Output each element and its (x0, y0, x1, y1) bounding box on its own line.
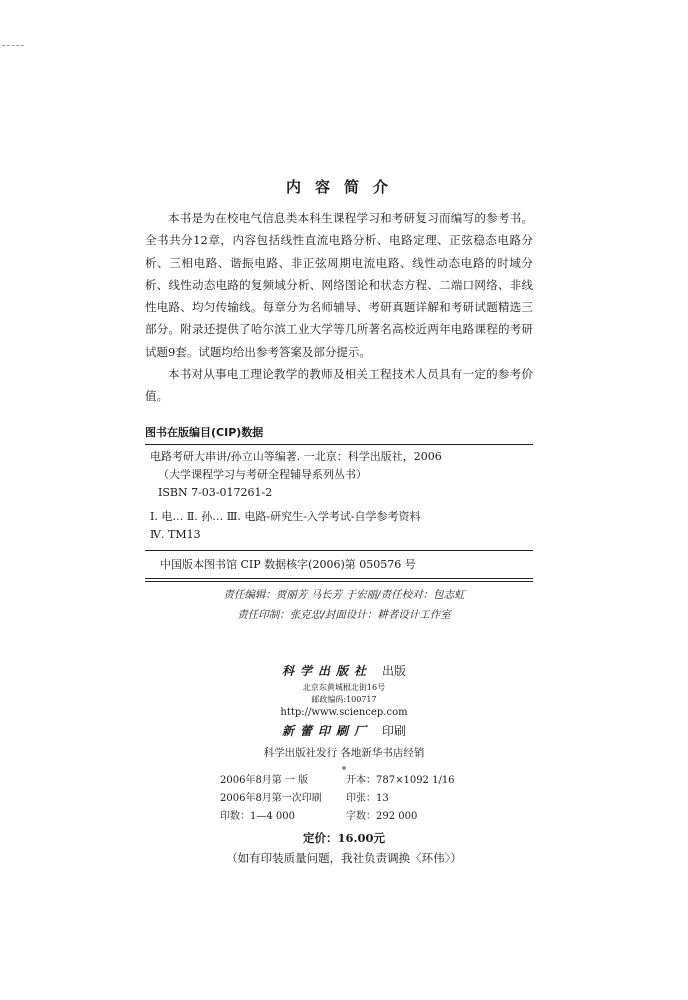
publisher-suffix: 出版 (382, 664, 407, 678)
cip-top-rule (145, 444, 533, 445)
print-run-info: 印数：1—4 000 (220, 811, 295, 822)
cip-isbn: ISBN 7-03-017261-2 (158, 486, 273, 499)
specs-row (220, 772, 480, 790)
publisher-name: 科学出版社 (281, 664, 372, 678)
price: 定价：16.00元 (302, 831, 385, 845)
cip-series-line: （大学课程学习与考研全程辅导系列丛书） (158, 468, 367, 481)
publisher-url: http://www.sciencep.com (280, 707, 408, 718)
printer-suffix: 印刷 (382, 724, 407, 738)
editors-line-1: 责任编辑：贾丽芳 马长芳 于宏丽/责任校对：包志虹 (223, 589, 465, 601)
cip-record (150, 448, 530, 544)
cip-subjects: Ⅰ. 电… Ⅱ. 孙… Ⅲ. 电路-研究生-入学考试-自学参考资料 (150, 510, 421, 523)
sheets-info: 印张：13 (346, 793, 389, 804)
cip-classification: Ⅳ. TM13 (150, 528, 201, 541)
cip-heading: 图书在版编目(CIP)数据 (145, 426, 264, 439)
editors-block (0, 585, 688, 625)
abstract-paragraph-2: 本书对从事电工理论教学的教师及相关工程技术人员具有一定的参考价值。 (145, 367, 533, 404)
abstract-title: 内容简介 (285, 178, 402, 196)
word-count-info: 字数：292 000 (346, 811, 418, 822)
publisher-address: 北京东黄城根北街16号 (302, 683, 386, 692)
cip-bottom-rule-1 (145, 578, 533, 579)
printer-name: 新蕾印刷厂 (281, 724, 372, 738)
publisher-line (0, 660, 688, 682)
distribution-line: 科学出版社发行 各地新华书店经销 (263, 747, 425, 759)
specs-row (220, 790, 480, 808)
abstract-paragraph-1: 本书是为在校电气信息类本科生课程学习和考研复习而编写的参考书。全书共分12章，内容包括线性直流电路分析、电路定理、正弦稳态电路分析、三相电路、谐振电路、非正弦周期电流电路、线性动态电路的时域分析、线性动态电路的复频域分析、网络图论和状态方程、二端口网络、非线性电路、均匀传输线。每章分为名师辅导、考研真题详解和考研试题精选三部分。附录还提供了哈尔滨工业大学等几所著名高校近两年电路课程的考研试题9套。试题均给出参考答案及部分提示。 (145, 211, 533, 359)
printing-info: 2006年8月第一次印刷 (220, 793, 322, 804)
edition-info: 2006年8月第 一 版 (220, 775, 309, 786)
cip-title-line: 电路考研大串讲/孙立山等编著. 一北京：科学出版社，2006 (150, 450, 442, 463)
abstract-body (145, 207, 533, 408)
quality-note: （如有印装质量问题，我社负责调换〈环伟〉） (226, 851, 462, 865)
printer-line (0, 720, 688, 742)
publisher-block (0, 660, 688, 778)
scan-artifact (2, 45, 24, 47)
editors-line-2: 责任印制：张克忠/封面设计：耕者设计工作室 (237, 609, 451, 621)
print-specs (220, 772, 480, 826)
publisher-postcode: 邮政编码:100717 (311, 695, 377, 704)
format-info: 开本：787×1092 1/16 (346, 775, 455, 786)
specs-row (220, 808, 480, 826)
cip-record-number: 中国版本图书馆 CIP 数据核字(2006)第 050576 号 (160, 558, 416, 571)
cip-bottom-rule-2 (145, 581, 533, 582)
separator-star: * (341, 766, 347, 776)
cip-middle-rule (145, 550, 533, 551)
